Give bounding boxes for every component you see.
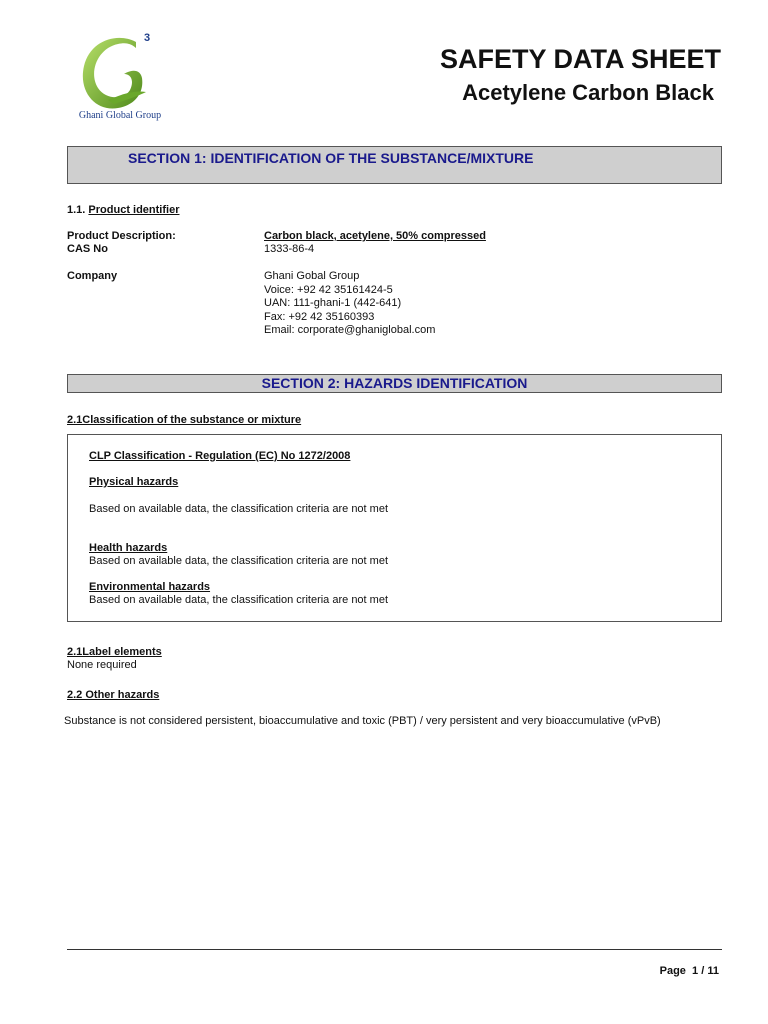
clp-classification-box	[67, 434, 722, 622]
company-label: Company	[67, 270, 118, 282]
page-number	[660, 965, 719, 979]
company-name: Ghani Gobal Group	[264, 270, 360, 282]
health-hazards-title: Health hazards	[89, 542, 168, 554]
subsection-label: Product identifier	[88, 204, 180, 216]
document-subtitle: Acetylene Carbon Black	[462, 80, 714, 105]
company-uan: UAN: 111-ghani-1 (442-641)	[264, 297, 402, 309]
company-voice: Voice: +92 42 35161424-5	[264, 283, 393, 296]
page-current: 1	[692, 965, 699, 977]
section1-subheading	[67, 204, 179, 218]
section1-heading: SECTION 1: IDENTIFICATION OF THE SUBSTANCE/MIXTURE	[128, 150, 534, 166]
physical-hazards-text: Based on available data, the classification criteria are not met	[89, 503, 388, 515]
other-hazards-title: 2.2 Other hazards	[67, 689, 160, 701]
classification-subheading: 2.1Classification of the substance or mixture	[67, 414, 302, 426]
health-hazards-text: Based on available data, the classification criteria are not met	[89, 555, 388, 567]
company-details	[264, 270, 435, 338]
document-title: SAFETY DATA SHEET	[439, 44, 721, 74]
product-desc-label: Product Description:	[67, 230, 176, 242]
section2-header-bar	[67, 374, 722, 393]
subsection-number: 1.1.	[67, 204, 86, 216]
company-fax: Fax: +92 42 35160393	[264, 310, 375, 323]
page-total: 11	[707, 965, 719, 977]
section2-heading: SECTION 2: HAZARDS IDENTIFICATION	[261, 375, 528, 391]
cas-label: CAS No	[67, 243, 108, 255]
label-elements-title: 2.1Label elements	[67, 646, 162, 658]
page-label: Page	[659, 965, 686, 977]
clp-title: CLP Classification - Regulation (EC) No 1272/2008	[89, 450, 351, 462]
section1-header-bar	[67, 146, 722, 184]
product-desc-value: Carbon black, acetylene, 50% compressed	[264, 230, 486, 242]
label-elements-text: None required	[67, 659, 137, 671]
logo-text: Ghani Global Group	[78, 110, 162, 121]
environmental-hazards-text: Based on available data, the classification criteria are not met	[89, 594, 388, 606]
cas-value: 1333-86-4	[264, 243, 315, 255]
company-email: Email: corporate@ghaniglobal.com	[264, 324, 436, 336]
environmental-hazards-title: Environmental hazards	[89, 581, 211, 593]
page-separator: /	[701, 965, 705, 977]
logo-superscript: 3	[144, 32, 151, 44]
footer-divider	[67, 949, 722, 950]
other-hazards-text: Substance is not considered persistent, bioaccumulative and toxic (PBT) / very persistent and very bioaccumulative (vPvB)	[64, 715, 661, 727]
physical-hazards-title: Physical hazards	[89, 476, 179, 488]
